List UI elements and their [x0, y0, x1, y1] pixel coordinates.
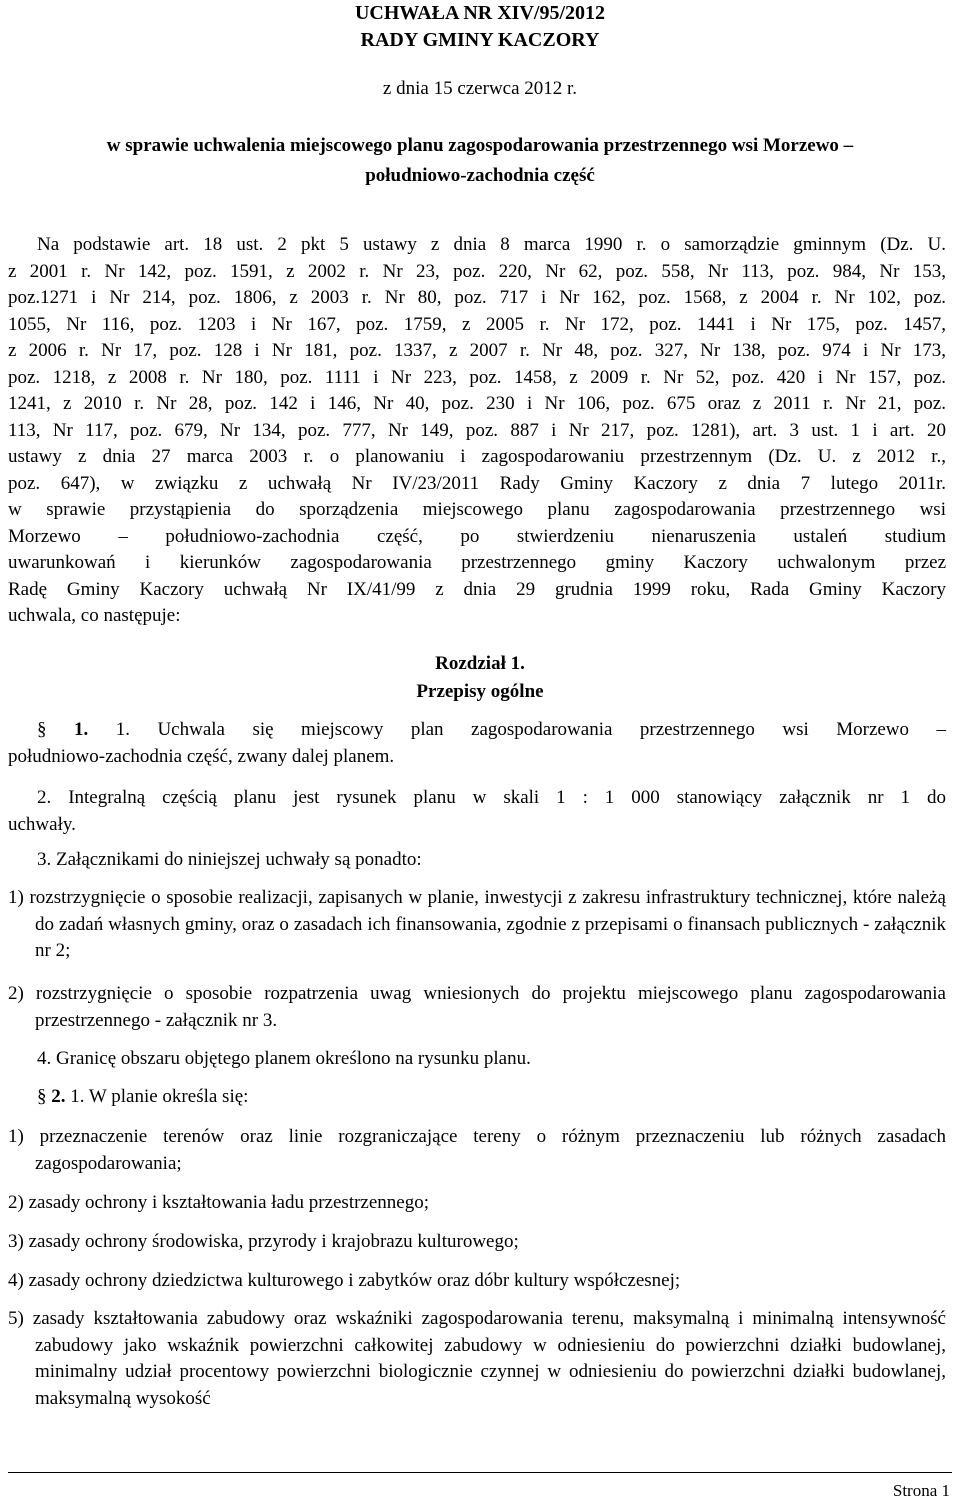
paragraph-number: 1.	[70, 1086, 85, 1107]
preamble-line: ustawy z dnia 27 marca 2003 r. o planowaniu i zagospodarowaniu przestrzennym (Dz. U. z 2012 r.,	[8, 446, 946, 467]
preamble-line: 113, Nr 117, poz. 679, Nr 134, poz. 777, Nr 149, poz. 887 i Nr 217, poz. 1281), art. 3 ust. 1 i art. 20	[8, 419, 946, 441]
preamble-line: uwarunkowań i kierunków zagospodarowania przestrzennego gminy Kaczory uchwalonym przez	[8, 552, 946, 573]
scope-item: 1) przeznaczenie terenów oraz linie rozgraniczające tereny o różnym przeznaczeniu lub różnych zasadach zagospodarowania;	[8, 1126, 946, 1174]
paragraph-text: 3. Załącznikami do niniejszej uchwały są ponadto:	[37, 849, 422, 870]
paragraph-text: południowo-zachodnia część, zwany dalej planem.	[8, 745, 395, 767]
section-1-mark: 1.	[73, 719, 89, 740]
scope-item: 4) zasady ochrony dziedzictwa kulturowego i zabytków oraz dóbr kultury współczesnej;	[8, 1270, 681, 1291]
footer-divider	[8, 1472, 952, 1473]
paragraph-text: 2. Integralną częścią planu jest rysunek planu w skali 1 : 1 000 stanowiący załącznik nr 1 do	[37, 787, 946, 808]
section-sign: §	[37, 1086, 47, 1107]
paragraph-text: 4. Granicę obszaru objętego planem określono na rysunku planu.	[37, 1048, 531, 1069]
attachment-item: 2) rozstrzygnięcie o sposobie rozpatrzenia uwag wniesionych do projektu miejscowego planu zagospodarowania przestrzennego - załącznik nr 3.	[8, 983, 946, 1031]
resolution-subject	[8, 131, 952, 191]
preamble-line: w sprawie przystąpienia do sporządzenia miejscowego planu zagospodarowania przestrzennego wsi	[8, 499, 946, 520]
resolution-title	[0, 0, 960, 54]
section-1-paragraph-4	[8, 1046, 946, 1073]
section-1-paragraph-3	[8, 847, 946, 874]
preamble-line: z 2006 r. Nr 17, poz. 128 i Nr 181, poz. 1337, z 2007 r. Nr 48, poz. 327, Nr 138, poz. 974 i Nr 173,	[8, 340, 946, 361]
attachment-item: 1) rozstrzygnięcie o sposobie realizacji, zapisanych w planie, inwestycji z zakresu infrastruktury technicznej, które należą do zadań własnych gminy, oraz o zasadach ich finansowania, zgodnie z przepisami o finansach publicznych - załącznik nr 2;	[8, 887, 946, 961]
section-1-paragraph-2	[8, 785, 946, 838]
section-1-paragraph-1	[8, 717, 946, 770]
page-number: Strona 1	[892, 1481, 950, 1500]
chapter-title: Przepisy ogólne	[416, 681, 544, 702]
preamble-line: Radę Gminy Kaczory uchwałą Nr IX/41/99 z dnia 29 grudnia 1999 roku, Rada Gminy Kaczory	[8, 578, 946, 600]
subject-line: południowo-zachodnia część	[365, 165, 595, 186]
scope-item: 2) zasady ochrony i kształtowania ładu przestrzennego;	[8, 1192, 430, 1213]
preamble	[8, 232, 946, 630]
scope-item: 3) zasady ochrony środowiska, przyrody i krajobrazu kulturowego;	[8, 1231, 519, 1252]
section-2-paragraph-1	[8, 1084, 946, 1111]
paragraph-text: W planie określa się:	[88, 1086, 249, 1107]
resolution-number: UCHWAŁA NR XIV/95/2012	[354, 2, 606, 24]
preamble-line: 1241, z 2010 r. Nr 28, poz. 142 i 146, Nr 40, poz. 230 i Nr 106, poz. 675 oraz z 2011 r. Nr 21, poz.	[8, 393, 946, 414]
preamble-line: poz. 1218, z 2008 r. Nr 180, poz. 1111 i Nr 223, poz. 1458, z 2009 r. Nr 52, poz. 420 i Nr 157, poz.	[8, 366, 946, 388]
preamble-line: poz. 647), w związku z uchwałą Nr IV/23/2011 Rady Gminy Kaczory z dnia 7 lutego 2011r.	[8, 472, 946, 494]
preamble-line: z 2001 r. Nr 142, poz. 1591, z 2002 r. Nr 23, poz. 220, Nr 62, poz. 558, Nr 113, poz. 984, Nr 153,	[8, 260, 946, 282]
council-name: RADY GMINY KACZORY	[360, 29, 600, 51]
paragraph-text: Uchwala się miejscowy plan zagospodarowania przestrzennego wsi Morzewo –	[157, 719, 947, 740]
preamble-line: uchwala, co następuje:	[8, 605, 181, 626]
preamble-line: Morzewo – południowo-zachodnia część, po stwierdzeniu nienaruszenia ustaleń studium	[8, 525, 946, 547]
chapter-number: Rozdział 1.	[435, 653, 525, 674]
section-2-mark: 2.	[51, 1086, 66, 1107]
section-sign: §	[37, 719, 47, 740]
chapter-heading	[0, 650, 960, 706]
section-2-first-line	[8, 1084, 946, 1111]
scope-item: 5) zasady kształtowania zabudowy oraz wskaźniki zagospodarowania terenu, maksymalną i minimalną intensywność zabudowy jako wskaźnik powierzchni całkowitej zabudowy w odniesieniu do powierzchni działki budowlanej, minimalny udział procentowy powierzchni biologicznie czynnej w odniesieniu do powierzchni działki budowlanej, maksymalną wysokość	[8, 1308, 946, 1409]
paragraph-text: uchwały.	[8, 813, 76, 835]
preamble-line: Na podstawie art. 18 ust. 2 pkt 5 ustawy z dnia 8 marca 1990 r. o samorządzie gminnym (Dz. U.	[37, 234, 946, 255]
paragraph-number: 1.	[115, 719, 130, 740]
resolution-date: z dnia 15 czerwca 2012 r.	[382, 78, 578, 99]
preamble-line: poz.1271 i Nr 214, poz. 1806, z 2003 r. Nr 80, poz. 717 i Nr 162, poz. 1568, z 2004 r. Nr 102, poz.	[8, 287, 946, 308]
section-1-first-line	[8, 717, 946, 744]
preamble-line: 1055, Nr 116, poz. 1203 i Nr 167, poz. 1759, z 2005 r. Nr 172, poz. 1441 i Nr 175, poz. 1457,	[8, 313, 946, 335]
subject-line: w sprawie uchwalenia miejscowego planu zagospodarowania przestrzennego wsi Morzewo –	[106, 135, 854, 156]
